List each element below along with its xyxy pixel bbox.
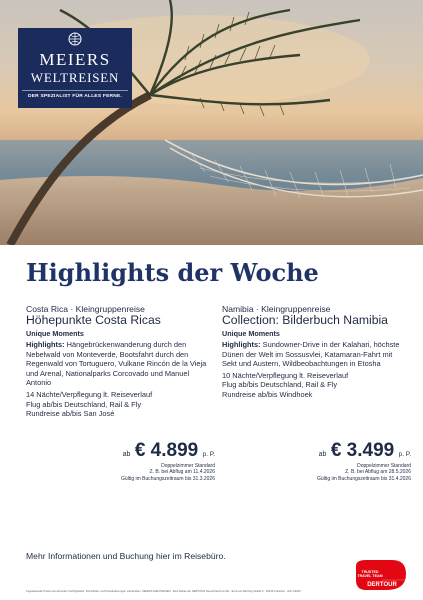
offer-namibia xyxy=(222,304,407,400)
price-note-line: Gültig im Buchungszeitraum bis 31.4.2026 xyxy=(317,475,411,482)
globe-emblem-icon xyxy=(68,32,82,46)
badge-tagline: TRUSTED TRAVEL TEAM xyxy=(357,570,383,578)
price-suffix: p. P. xyxy=(398,451,411,458)
price-note-line: Doppelzimmer Standard xyxy=(357,463,411,469)
offer-details xyxy=(26,390,211,419)
price-prefix: ab xyxy=(318,451,327,458)
offer-highlights xyxy=(222,340,407,369)
offer-costa-rica xyxy=(26,304,211,419)
price-note-line: Z. B. bei Abflug am 28.5.2026 xyxy=(345,469,411,476)
price-note-line: Gültig im Buchungszeitraum bis 31.3.2026 xyxy=(121,475,215,482)
price-line xyxy=(121,440,215,462)
price-block-costa-rica xyxy=(121,440,215,482)
highlights-text: Sundowner-Drive in der Kalahari, höchste Dünen der Welt im Sossusvlei, Katamaran-Fahrt mit Sekt und Austern, Wildbeobachtungen in Etosha xyxy=(222,340,400,369)
offer-category: Unique Moments xyxy=(26,329,84,338)
logo-wordmark-line1: MEIERS xyxy=(39,50,111,69)
offer-category: Unique Moments xyxy=(222,329,280,338)
headline: Highlights der Woche xyxy=(26,258,319,287)
offer-subtitle: Namibia · Kleingruppenreise xyxy=(222,304,331,314)
badge-brand: DERTOUR xyxy=(367,582,397,588)
detail-line: Flug ab/bis Deutschland, Rail & Fly xyxy=(222,380,338,390)
meiers-weltreisen-logo xyxy=(18,28,132,108)
price-line xyxy=(317,440,411,462)
detail-line: Flug ab/bis Deutschland, Rail & Fly xyxy=(26,399,142,409)
highlights-text: Hängebrückenwanderung durch den Nebelwald von Monteverde, Bootsfahrt durch den Regenwald von Tortuguero, Vulkane Rincón de la Vieja und Arenal, Nationalparks Corcovado und Manuel Antonio xyxy=(26,340,207,388)
detail-line: Rundreise ab/bis Windhoek xyxy=(222,389,313,399)
offer-highlights xyxy=(26,340,211,388)
highlights-label: Highlights: xyxy=(26,340,65,349)
price-notes xyxy=(317,463,411,482)
price-suffix: p. P. xyxy=(202,451,215,458)
logo-divider xyxy=(22,90,128,91)
logo-tagline: DER SPEZIALIST FÜR ALLES FERNE. xyxy=(27,94,123,99)
detail-line: 10 Nächte/Verpflegung lt. Reiseverlauf xyxy=(222,370,349,380)
price-notes xyxy=(121,463,215,482)
offer-subtitle: Costa Rica · Kleingruppenreise xyxy=(26,304,145,314)
logo-wordmark-line2: WELTREISEN xyxy=(30,70,120,85)
price-note-line: Z. B. bei Abflug am 11.4.2026 xyxy=(149,469,215,476)
price-amount: € 3.499 xyxy=(330,440,395,461)
price-amount: € 4.899 xyxy=(134,440,199,461)
offer-title: Collection: Bilderbuch Namibia xyxy=(222,313,388,327)
detail-line: Rundreise ab/bis San José xyxy=(26,409,115,419)
detail-line: 14 Nächte/Verpflegung lt. Reiseverlauf xyxy=(26,389,153,399)
legal-footer: Tagesaktuelle Preise inkl./ohne/der Verfügbarkeit. Druckfehler und Preisänderungen vorbehalten. MEIERS WELTREISEN · Eine Marke der DERTOUR Deutschland GmbH · Emil-von-Behring-Straße 6 · 60439 Frankfurt · HW 1/2026 xyxy=(26,590,301,593)
offer-details xyxy=(222,371,407,400)
price-prefix: ab xyxy=(122,451,131,458)
price-note-line: Doppelzimmer Standard xyxy=(161,463,215,469)
highlights-label: Highlights: xyxy=(222,340,261,349)
price-block-namibia xyxy=(317,440,411,482)
offer-title: Höhepunkte Costa Ricas xyxy=(26,313,161,327)
booking-info: Mehr Informationen und Buchung hier im Reisebüro. xyxy=(26,551,226,561)
